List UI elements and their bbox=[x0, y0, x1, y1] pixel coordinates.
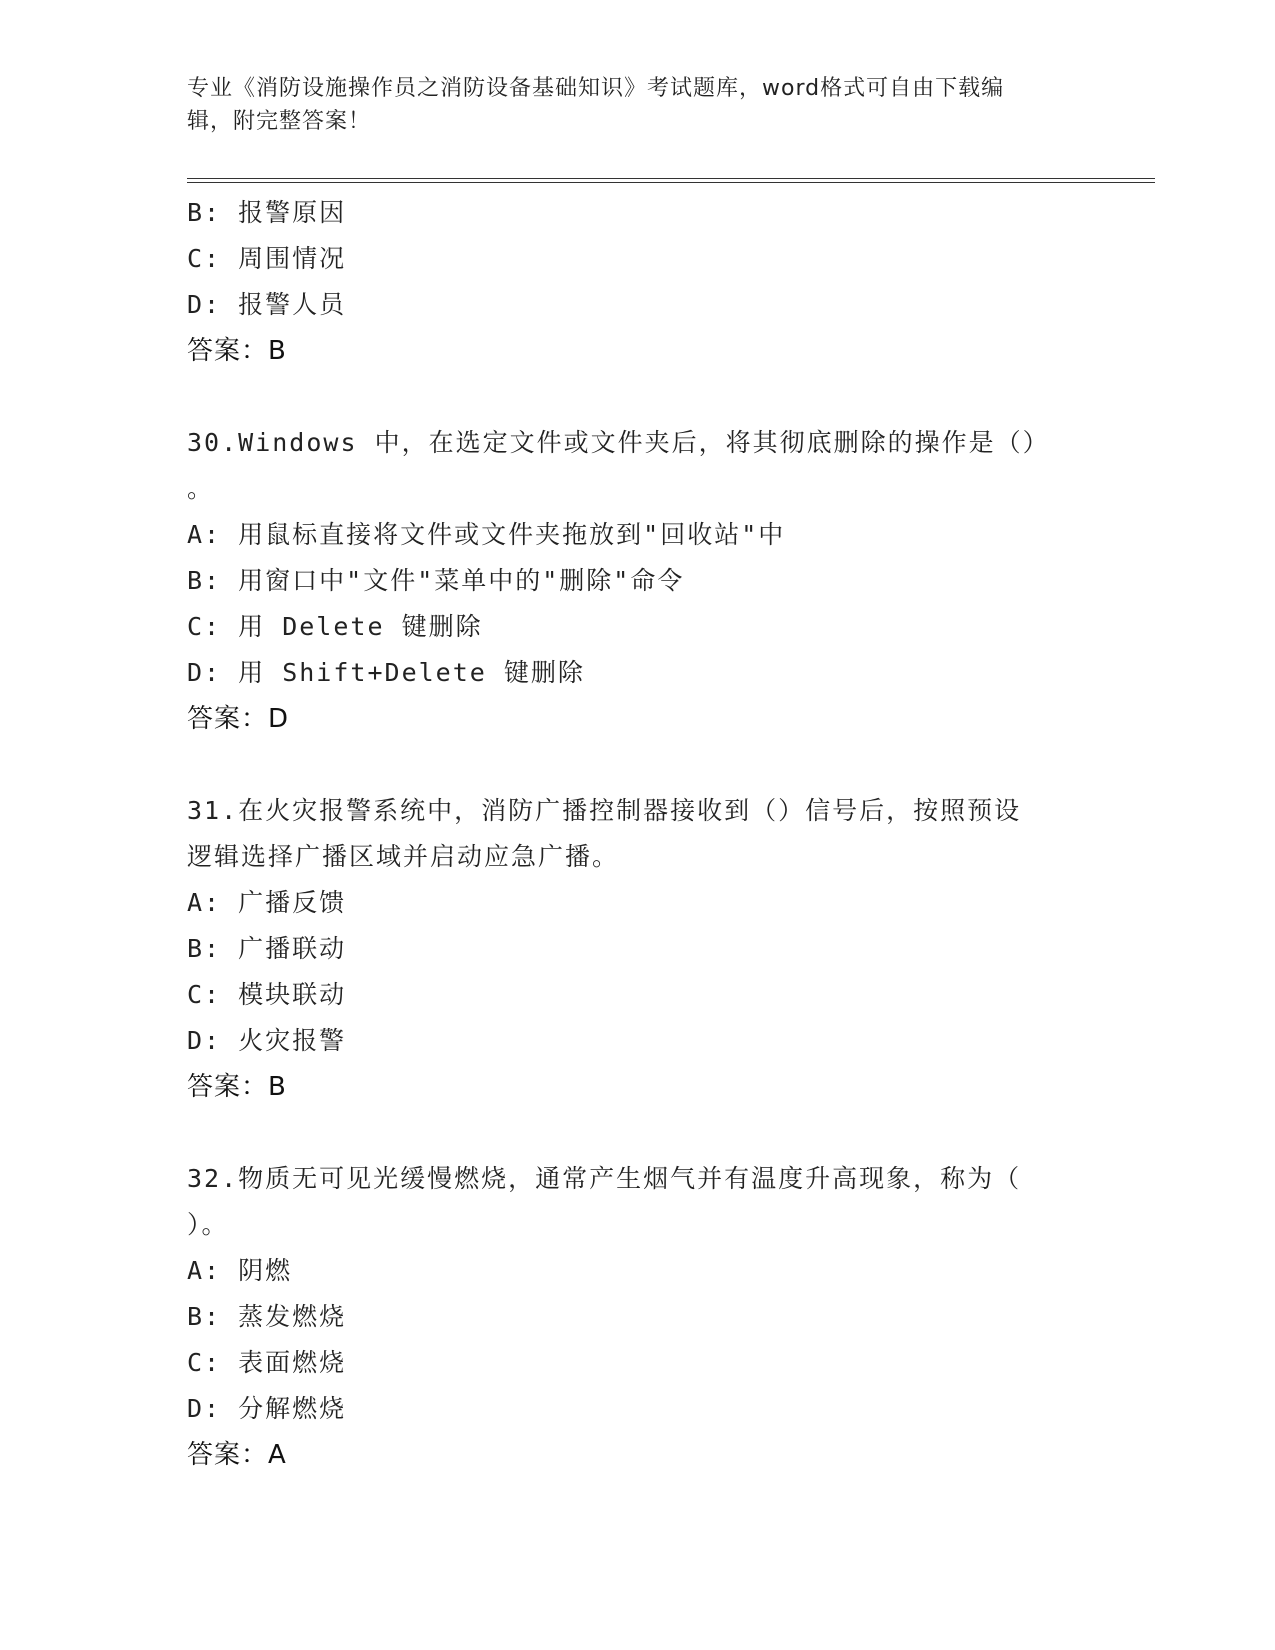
question-list bbox=[187, 190, 1087, 1478]
option-c: C: 表面燃烧 bbox=[187, 1348, 347, 1377]
question-stem-line-2: 逻辑选择广播区域并启动应急广播。 bbox=[187, 842, 620, 871]
option-c: C: 用 Delete 键删除 bbox=[187, 612, 483, 641]
header-line-2: 辑，附完整答案！ bbox=[187, 109, 372, 134]
option-d: D: 用 Shift+Delete 键删除 bbox=[187, 658, 585, 687]
question-stem-line-1: 30.Windows 中，在选定文件或文件夹后，将其彻底删除的操作是（） bbox=[187, 428, 1050, 457]
option-d: D: 火灾报警 bbox=[187, 1026, 347, 1055]
option-d: D: 分解燃烧 bbox=[187, 1394, 347, 1423]
answer: 答案：B bbox=[187, 336, 287, 366]
header-divider-bottom bbox=[187, 182, 1155, 183]
answer: 答案：A bbox=[187, 1440, 287, 1470]
answer: 答案：B bbox=[187, 1072, 287, 1102]
option-b: B: 报警原因 bbox=[187, 198, 347, 227]
document-header bbox=[187, 72, 1067, 138]
question-30 bbox=[187, 420, 1087, 742]
option-a: A: 阴燃 bbox=[187, 1256, 293, 1285]
question-stem-line-2: ）。 bbox=[187, 1210, 229, 1239]
option-c: C: 周围情况 bbox=[187, 244, 347, 273]
option-a: A: 用鼠标直接将文件或文件夹拖放到"回收站"中 bbox=[187, 520, 786, 549]
option-c: C: 模块联动 bbox=[187, 980, 347, 1009]
answer: 答案：D bbox=[187, 704, 290, 734]
question-stem-line-1: 32.物质无可见光缓慢燃烧，通常产生烟气并有温度升高现象，称为（ bbox=[187, 1164, 1022, 1193]
question-32 bbox=[187, 1156, 1087, 1478]
spacer bbox=[187, 742, 1087, 788]
option-a: A: 广播反馈 bbox=[187, 888, 347, 917]
question-31 bbox=[187, 788, 1087, 1110]
option-d: D: 报警人员 bbox=[187, 290, 347, 319]
question-stem-line-1: 31.在火灾报警系统中，消防广播控制器接收到（）信号后，按照预设 bbox=[187, 796, 1022, 825]
spacer bbox=[187, 374, 1087, 420]
option-b: B: 广播联动 bbox=[187, 934, 347, 963]
question-stem-line-2: 。 bbox=[187, 474, 215, 503]
question-29-tail bbox=[187, 190, 1087, 374]
header-line-1: 专业《消防设施操作员之消防设备基础知识》考试题库，word格式可自由下载编 bbox=[187, 76, 1005, 101]
option-b: B: 用窗口中"文件"菜单中的"删除"命令 bbox=[187, 566, 685, 595]
header-divider-top bbox=[187, 178, 1155, 179]
spacer bbox=[187, 1110, 1087, 1156]
option-b: B: 蒸发燃烧 bbox=[187, 1302, 347, 1331]
